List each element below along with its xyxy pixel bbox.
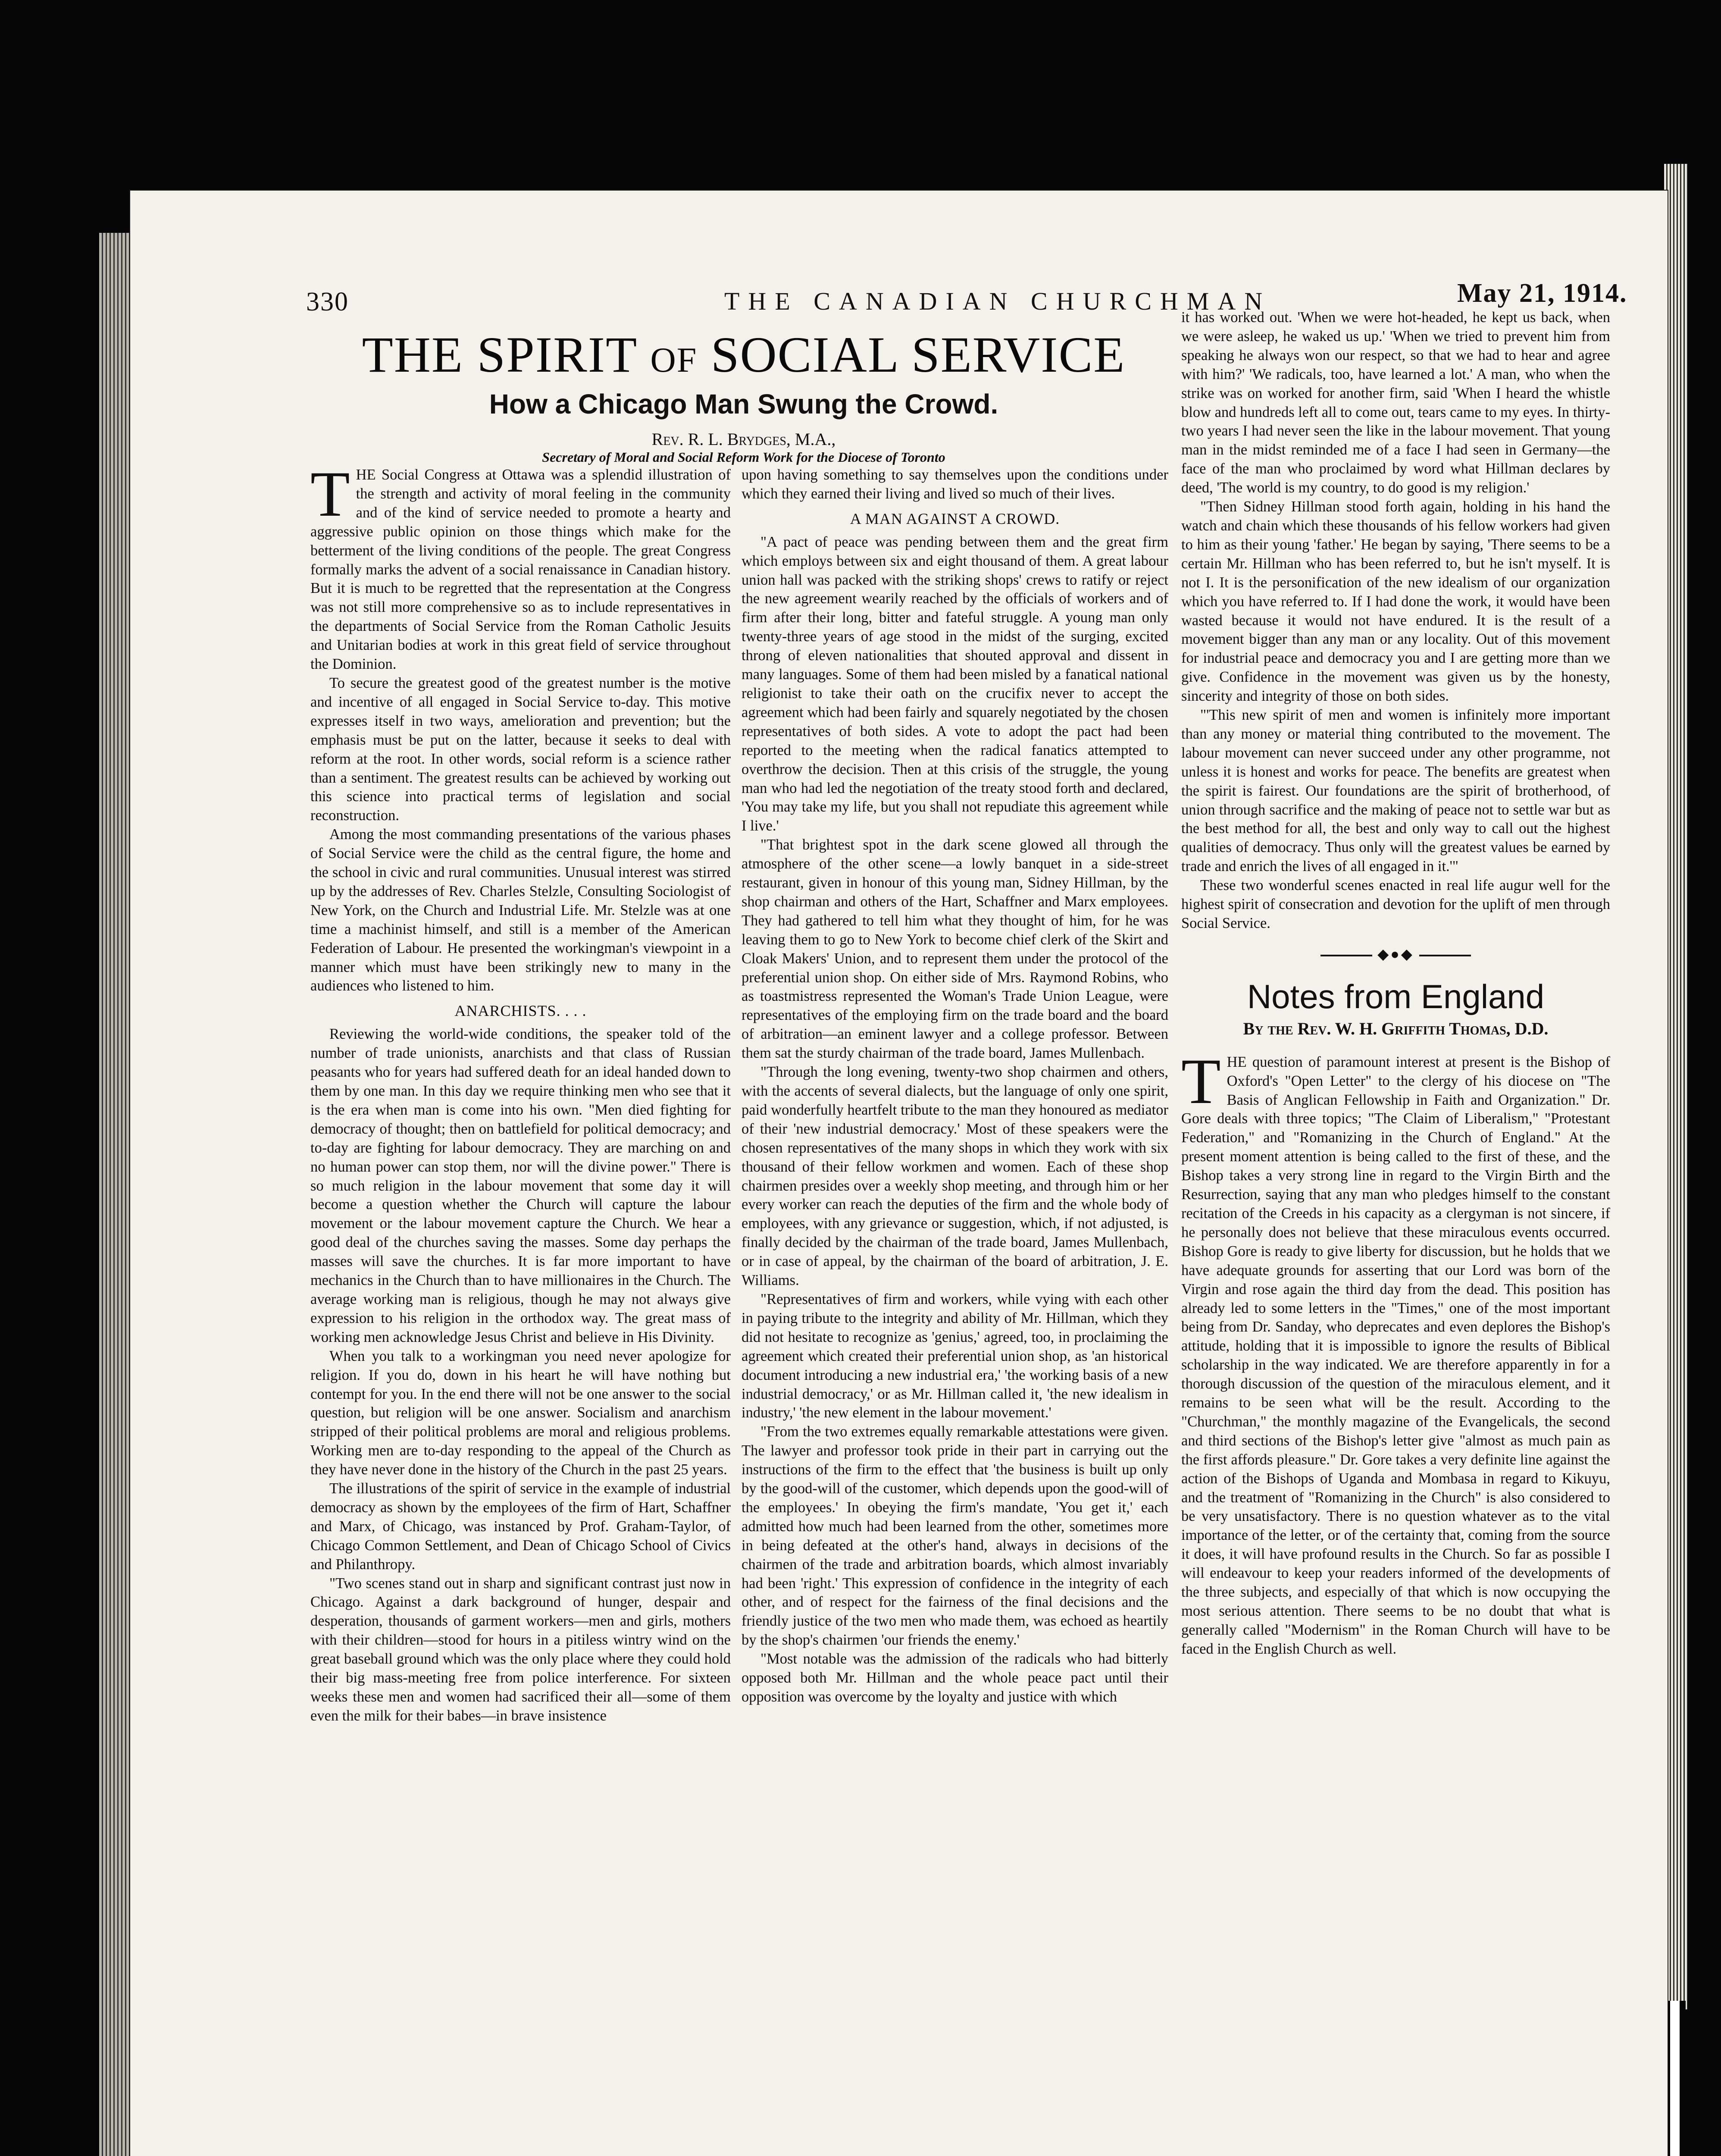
section-divider-ornament: ◆●◆ [1181, 945, 1610, 964]
paragraph: "A pact of peace was pending between them and the great firm which employs between six and eight thousand of them. A great labour union hall was packed with the striking shops' crews to ratify or reject the new agreement wearily reached by the officials of workers and of firm after their long, bitter and fateful struggle. A young man only twenty-three years of age stood in the midst of the surging, excited throng of eleven nationalities that shouted approval and dissent in many languages. Some of them had been misled by a fanatical national religionist to take their oath on the crucifix never to accept the agreement which had been fairly and squarely negotiated by the chosen representatives of both sides. A vote to adopt the pact had been reported to the meeting when the radical fanatics attempted to overthrow the decision. Then at this crisis of the struggle, the young man who had led the negotiation of the treaty stood forth and declared, 'You may take my life, but you shall not repudiate this agreement while I live.' [742, 533, 1168, 834]
paragraph: "Most notable was the admission of the radicals who had bitterly opposed both Mr. Hillman and the whole peace pact until their opposition was overcome by the loyalty and justice with which [742, 1651, 1168, 1705]
paragraph: "From the two extremes equally remarkable attestations were given. The lawyer and professor took pride in their part in carrying out the instructions of the firm to the effect that 'the business is built up only by the good-will of the customer, which depends upon the good-will of the employees.' In obeying the firm's mandate, 'You get it,' each admitted how much had been learned from the other, sometimes more in being defeated at the other's hand, always in decisions of the chairmen of the trade and arbitration boards, which almost invariably had been 'right.' This expression of confidence in the integrity of each other, and of respect for the fairness of the final decisions and the friendly justice of the two men who made them, was echoed as heartily by the shop's chairmen 'our friends the enemy.' [742, 1423, 1168, 1648]
notes-byline: By the Rev. W. H. Griffith Thomas, D.D. [1243, 1018, 1549, 1038]
paragraph: "Two scenes stand out in sharp and significant contrast just now in Chicago. Against a dark background of hunger, despair and desperation, thousands of garment workers—men and girls, mothers with their children—stood for hours in a pitiless wintry wind on the great baseball ground which was the only place where they could hold their big mass-meeting free from police interference. For sixteen weeks these men and women had sacrificed their all—some of them even the milk for their babes—in brave insistence [310, 1575, 731, 1724]
paragraph: These two wonderful scenes enacted in real life augur well for the highest spirit of consecration and devotion for the uplift of men through Social Service. [1181, 877, 1610, 931]
paragraph: it has worked out. 'When we were hot-headed, he kept us back, when we were asleep, he waked us up.' 'When we tried to prevent him from speaking he always won our respect, so that we had to hear and agree with him?' 'We radicals, too, have learned a lot.' A man, who when the strike was on worked for another firm, said 'When I heard the whistle blow and hundreds left all to come out, tears came to my eyes. In thirty-two years I had never seen the like in the labour movement. That young man in the midst reminded me of a face I had seen in Germany—the face of the man who proclaimed by word what Hillman declares by deed, 'The world is my country, to do good is my religion.' [1181, 309, 1610, 496]
paragraph: upon having something to say themselves upon the conditions under which they earned their living and lived so much of their lives. [742, 467, 1168, 502]
paragraph: Among the most commanding presentations of the various phases of Social Service were the child as the central figure, the home and the school in civic and rural communities. Unusual interest was stirred up by the addresses of Rev. Charles Stelzle, Consulting Sociologist of New York, on the Church and Industrial Life. Mr. Stelzle was at one time a machinist himself, and still is a member of the American Federation of Labour. He presented the workingman's viewpoint in a manner which must have been strikingly new to many in the audiences who listened to him. [310, 826, 731, 994]
issue-date: May 21, 1914. [1457, 279, 1627, 308]
paragraph: "Through the long evening, twenty-two shop chairmen and others, with the accents of several dialects, but the language of only one spirit, paid wonderfully heartfelt tribute to the man they honoured as mediator of their 'new industrial democracy.' Most of these speakers were the chosen representatives of the many shops in which they work with six thousand of their fellow workmen and women. Each of these shop chairmen presides over a weekly shop meeting, and through him or her every worker can reach the deputies of the firm and the whole body of employees, with any grievance or suggestion, which, if not adjusted, is finally decided by the chairman of the trade board, James Mullenbach, or in case of appeal, by the chairman of the board of arbitration, J. E. Williams. [742, 1064, 1168, 1289]
column-2 [742, 466, 1168, 1707]
article-title: THE SPIRIT OF SOCIAL SERVICE [362, 326, 1126, 383]
paragraph: The illustrations of the spirit of service in the example of industrial democracy as shown by the employees of the firm of Hart, Schaffner and Marx, of Chicago, was instanced by Prof. Graham-Taylor, of Chicago Common Settlement, and Dean of Chicago School of Civics and Philanthropy. [310, 1480, 731, 1573]
paragraph: "Representatives of firm and workers, while vying with each other in paying tribute to the integrity and ability of Mr. Hillman, which they did not hesitate to recognize as 'genius,' agreed, too, in proclaiming the agreement which created their preferential union shop, as 'an historical document introducing a new industrial era,' 'the working basis of a new industrial democracy,' or as Mr. Hillman called it, 'the new idealism in industry,' 'the new element in the labour movement.' [742, 1291, 1168, 1421]
paragraph: "Then Sidney Hillman stood forth again, holding in his hand the watch and chain which these thousands of his fellow workers had given to him as their young 'father.' He began by saying, 'There seems to be a certain Mr. Hillman who has been referred to, but he isn't myself. It is not I. It is the personification of the new idealism of our organization which you have referred to. If I had done the work, it would have been wasted because it would not have endured. It is the result of a movement bigger than any man or any locality. Out of this movement for industrial peace and democracy you and I are getting more than we give. Confidence in the movement was given us by the honesty, sincerity and integrity of those on both sides. [1181, 498, 1610, 705]
article-byline: Rev. R. L. Brydges, M.A., [651, 429, 836, 449]
journal-name: THE CANADIAN CHURCHMAN [724, 287, 1271, 315]
page-number: 330 [306, 287, 349, 317]
notes-from-england-title: Notes from England [1247, 977, 1545, 1015]
drop-cap: T [310, 458, 350, 530]
paragraph: THE Social Congress at Ottawa was a splendid illustration of the strength and activity of moral feeling in the community and of the kind of service needed to promote a hearty and aggressive public opinion on those things which make for the betterment of the living conditions of the people. The great Congress formally marks the advent of a social renaissance in Canadian history. But it is much to be regretted that the representation at the Congress was not still more comprehensive so as to include representatives in the departments of Social Service from the Roman Catholic Jesuits and Unitarian bodies at work in this great field of service throughout the Dominion. [310, 458, 731, 673]
paragraph: When you talk to a workingman you need never apologize for religion. If you do, down in his heart he will have nothing but contempt for you. In the end there will not be one answer to the social question, but religion will be one answer. Socialism and anarchism stripped of their political problems are moral and religious problems. Working men are to-day responding to the appeal of the Church as they have never done in the history of the Church in the past 25 years. [310, 1348, 731, 1478]
paragraph: Reviewing the world-wide conditions, the speaker told of the number of trade unionists, anarchists and that class of Russian peasants who for years had suffered death for an ideal handed down to them by one man. In this day we require thinking men who see that it is the era when man is come into his own. "Men died fighting for democracy of thought; then on battlefield for political democracy; and to-day are fighting for labour democracy. They are marching on and no human power can stop them, nor will the divine power." There is so much religion in the labour movement that some day it will become a question whether the Church will capture the labour movement or the labour movement capture the Church. We hear a good deal of the churches saving the masses. Some day perhaps the masses will save the churches. It is far more important to have mechanics in the Church than to have millionaires in the Church. The average working man is religious, though he may not always give expression to his religion in the orthodox way. The great mass of working men acknowledge Jesus Christ and believe in His Divinity. [310, 1026, 731, 1345]
article-subtitle: How a Chicago Man Swung the Crowd. [489, 389, 998, 420]
paragraph: "That brightest spot in the dark scene glowed all through the atmosphere of the other scene—a lowly banquet in a side-street restaurant, given in honour of this young man, Sidney Hillman, by the shop chairman and others of the Hart, Schaffner and Marx employees. They had gathered to tell him what they thought of him, for he was leaving them to go to New York to become chief clerk of the Skirt and Cloak Makers' Union, and to represent them under the protocol of the preferential union shop. On either side of Mrs. Raymond Robins, who as toastmistress represented the Woman's Trade Union League, were representatives of the employing firm on the trade board and the board of arbitration—an eminent lawyer and a college professor. Between them sat the sturdy chairman of the trade board, James Mullenbach. [742, 837, 1168, 1062]
article-byline-affiliation: Secretary of Moral and Social Reform Work for the Diocese of Toronto [542, 449, 945, 465]
newspaper-page [129, 190, 1668, 2156]
drop-cap: T [1181, 1045, 1221, 1117]
paragraph: "'This new spirit of men and women is infinitely more important than any money or material thing contributed to the movement. The labour movement can never succeed under any other programme, not unless it is honest and works for peace. The benefits are greatest when the spirit is fairest. Our foundations are the spirit of brotherhood, of union through sacrifice and the making of peace not to settle war but as the best method for all, the best and only way to call out the highest qualities of democracy. Thus only will the greatest values be earned by trade and enrich the lives of all engaged in it.'" [1181, 707, 1610, 875]
section-heading-man-against-crowd: A MAN AGAINST A CROWD. [850, 510, 1060, 527]
paragraph: To secure the greatest good of the greatest number is the motive and incentive of all engaged in Social Service to-day. This motive expresses itself in two ways, amelioration and prevention; but the emphasis must be put on the latter, because it seeks to deal with reform at the root. In other words, social reform is a science rather than a sentiment. The greatest results can be achieved by working out this science into practical terms of legislation and social reconstruction. [310, 674, 731, 824]
column-3 [1181, 308, 1610, 1659]
section-heading-anarchists: ANARCHISTS. . . . [454, 1002, 587, 1020]
paragraph: THE question of paramount interest at present is the Bishop of Oxford's "Open Letter" to the clergy of his diocese on "The Basis of Anglican Fellowship in Faith and Organization." Dr. Gore deals with three topics; "The Claim of Liberalism," "Protestant Federation," and "Romanizing in the Church of England." At the present moment attention is being called to the first of these, and the Bishop takes a very strong line in regard to the Virgin Birth and the Resurrection, saying that any man who pledges himself to the constant recitation of the Creeds in his capacity as a clergyman is not sincere, if he personally does not believe that these miraculous events occurred. Bishop Gore is ready to give liberty for discussion, but he holds that we have adequate grounds for asserting that our Lord was born of the Virgin and rose again the third day from the dead. This position has already led to some letters in the "Times," one of the most important being from Dr. Sanday, who deprecates and even deplores the Bishop's attitude, holding that it is impossible to ignore the results of Biblical scholarship in the way indicated. We are therefore apparently in for a thorough discussion of the question of the miraculous element, and it remains to be seen what will be the result. According to the "Churchman," the monthly magazine of the Evangelicals, the second and third sections of the Bishop's letter give "almost as much pain as the first affords pleasure." Dr. Gore takes a very definite line against the action of the Bishops of Uganda and Mombasa in regard to Kikuyu, and the treatment of "Romanizing in the Church" is also considered to be very unsatisfactory. There is no question whatever as to the vital importance of the letter, or of the certainty that, coming from the source it does, it will have profound results in the Church. So far as possible I will endeavour to keep your readers informed of the developments of the three subjects, and especially of that which is now occupying the most serious attention. There seems to be no doubt that what is generally called "Modernism" in the Roman Church will have to be faced in the English Church as well. [1181, 1045, 1610, 1657]
column-1 [310, 458, 731, 1726]
